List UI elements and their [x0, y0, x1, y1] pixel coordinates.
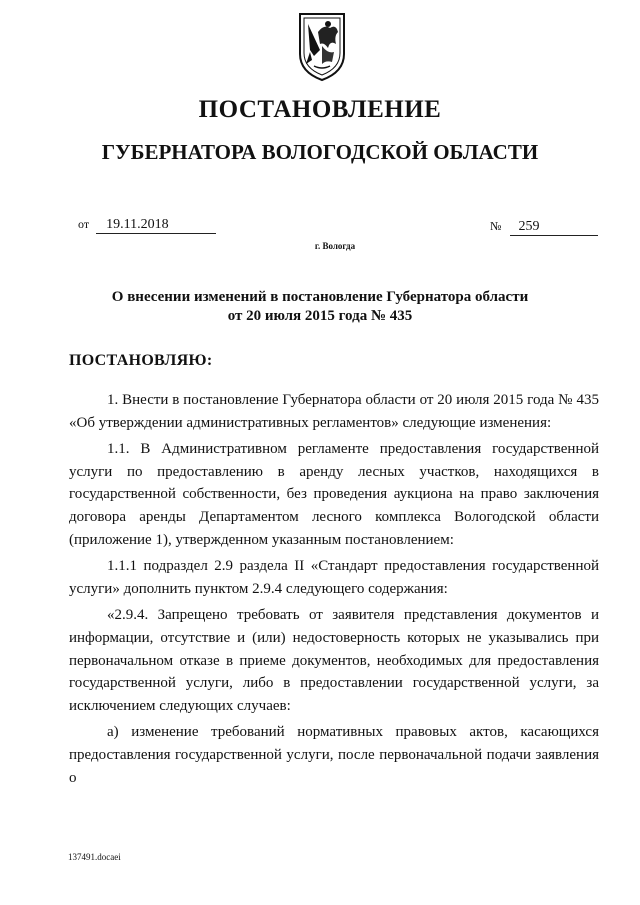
- body-paragraph: 1.1.1 подраздел 2.9 раздела II «Стандарт предоставления государственной услуги» дополнить пунктом 2.9.4 следующего содержания:: [69, 558, 599, 597]
- body-paragraph: «2.9.4. Запрещено требовать от заявителя представления документов и информации, отсутствие и (или) недостоверность которых не указывались при первоначальном отказе в приеме документов, необходимых для предоставления государственной услуги, либо в предоставлении государственной услуги, за исключением следующих случаев:: [69, 607, 599, 714]
- document-title: ПОСТАНОВЛЕНИЕ: [198, 96, 442, 123]
- body-paragraph: 1. Внести в постановление Губернатора области от 20 июля 2015 года № 435 «Об утверждении административных регламентов» следующие изменения:: [69, 392, 599, 431]
- city-label: г. Вологда: [314, 241, 356, 251]
- document-body: [69, 389, 599, 793]
- subject-line-2: от 20 июля 2015 года № 435: [227, 308, 413, 324]
- document-number: 259: [510, 219, 598, 236]
- date-field: [78, 217, 216, 234]
- number-field: [490, 219, 598, 236]
- file-name-footer: 137491.docaei: [68, 852, 121, 862]
- subject-line-1: О внесении изменений в постановление Губернатора области: [111, 289, 529, 305]
- body-paragraph: а) изменение требований нормативных правовых актов, касающихся предоставления государственной услуги, после первоначальной подачи заявления о: [69, 724, 599, 786]
- date-prefix: от: [78, 217, 90, 231]
- decree-heading: ПОСТАНОВЛЯЮ:: [69, 352, 213, 369]
- document-issuer: ГУБЕРНАТОРА ВОЛОГОДСКОЙ ОБЛАСТИ: [101, 140, 539, 164]
- document-subject: [0, 288, 640, 326]
- coat-of-arms-icon: [298, 10, 346, 82]
- number-prefix: №: [490, 219, 502, 233]
- document-date: 19.11.2018: [96, 217, 216, 234]
- body-paragraph: 1.1. В Административном регламенте предоставления государственной услуги по предоставлению в аренду лесных участков, находящихся в государственной собственности, без проведения аукциона на право заключения договора аренды Департаментом лесного комплекса Вологодской области (приложение 1), утвержденном указанным постановлением:: [69, 441, 599, 548]
